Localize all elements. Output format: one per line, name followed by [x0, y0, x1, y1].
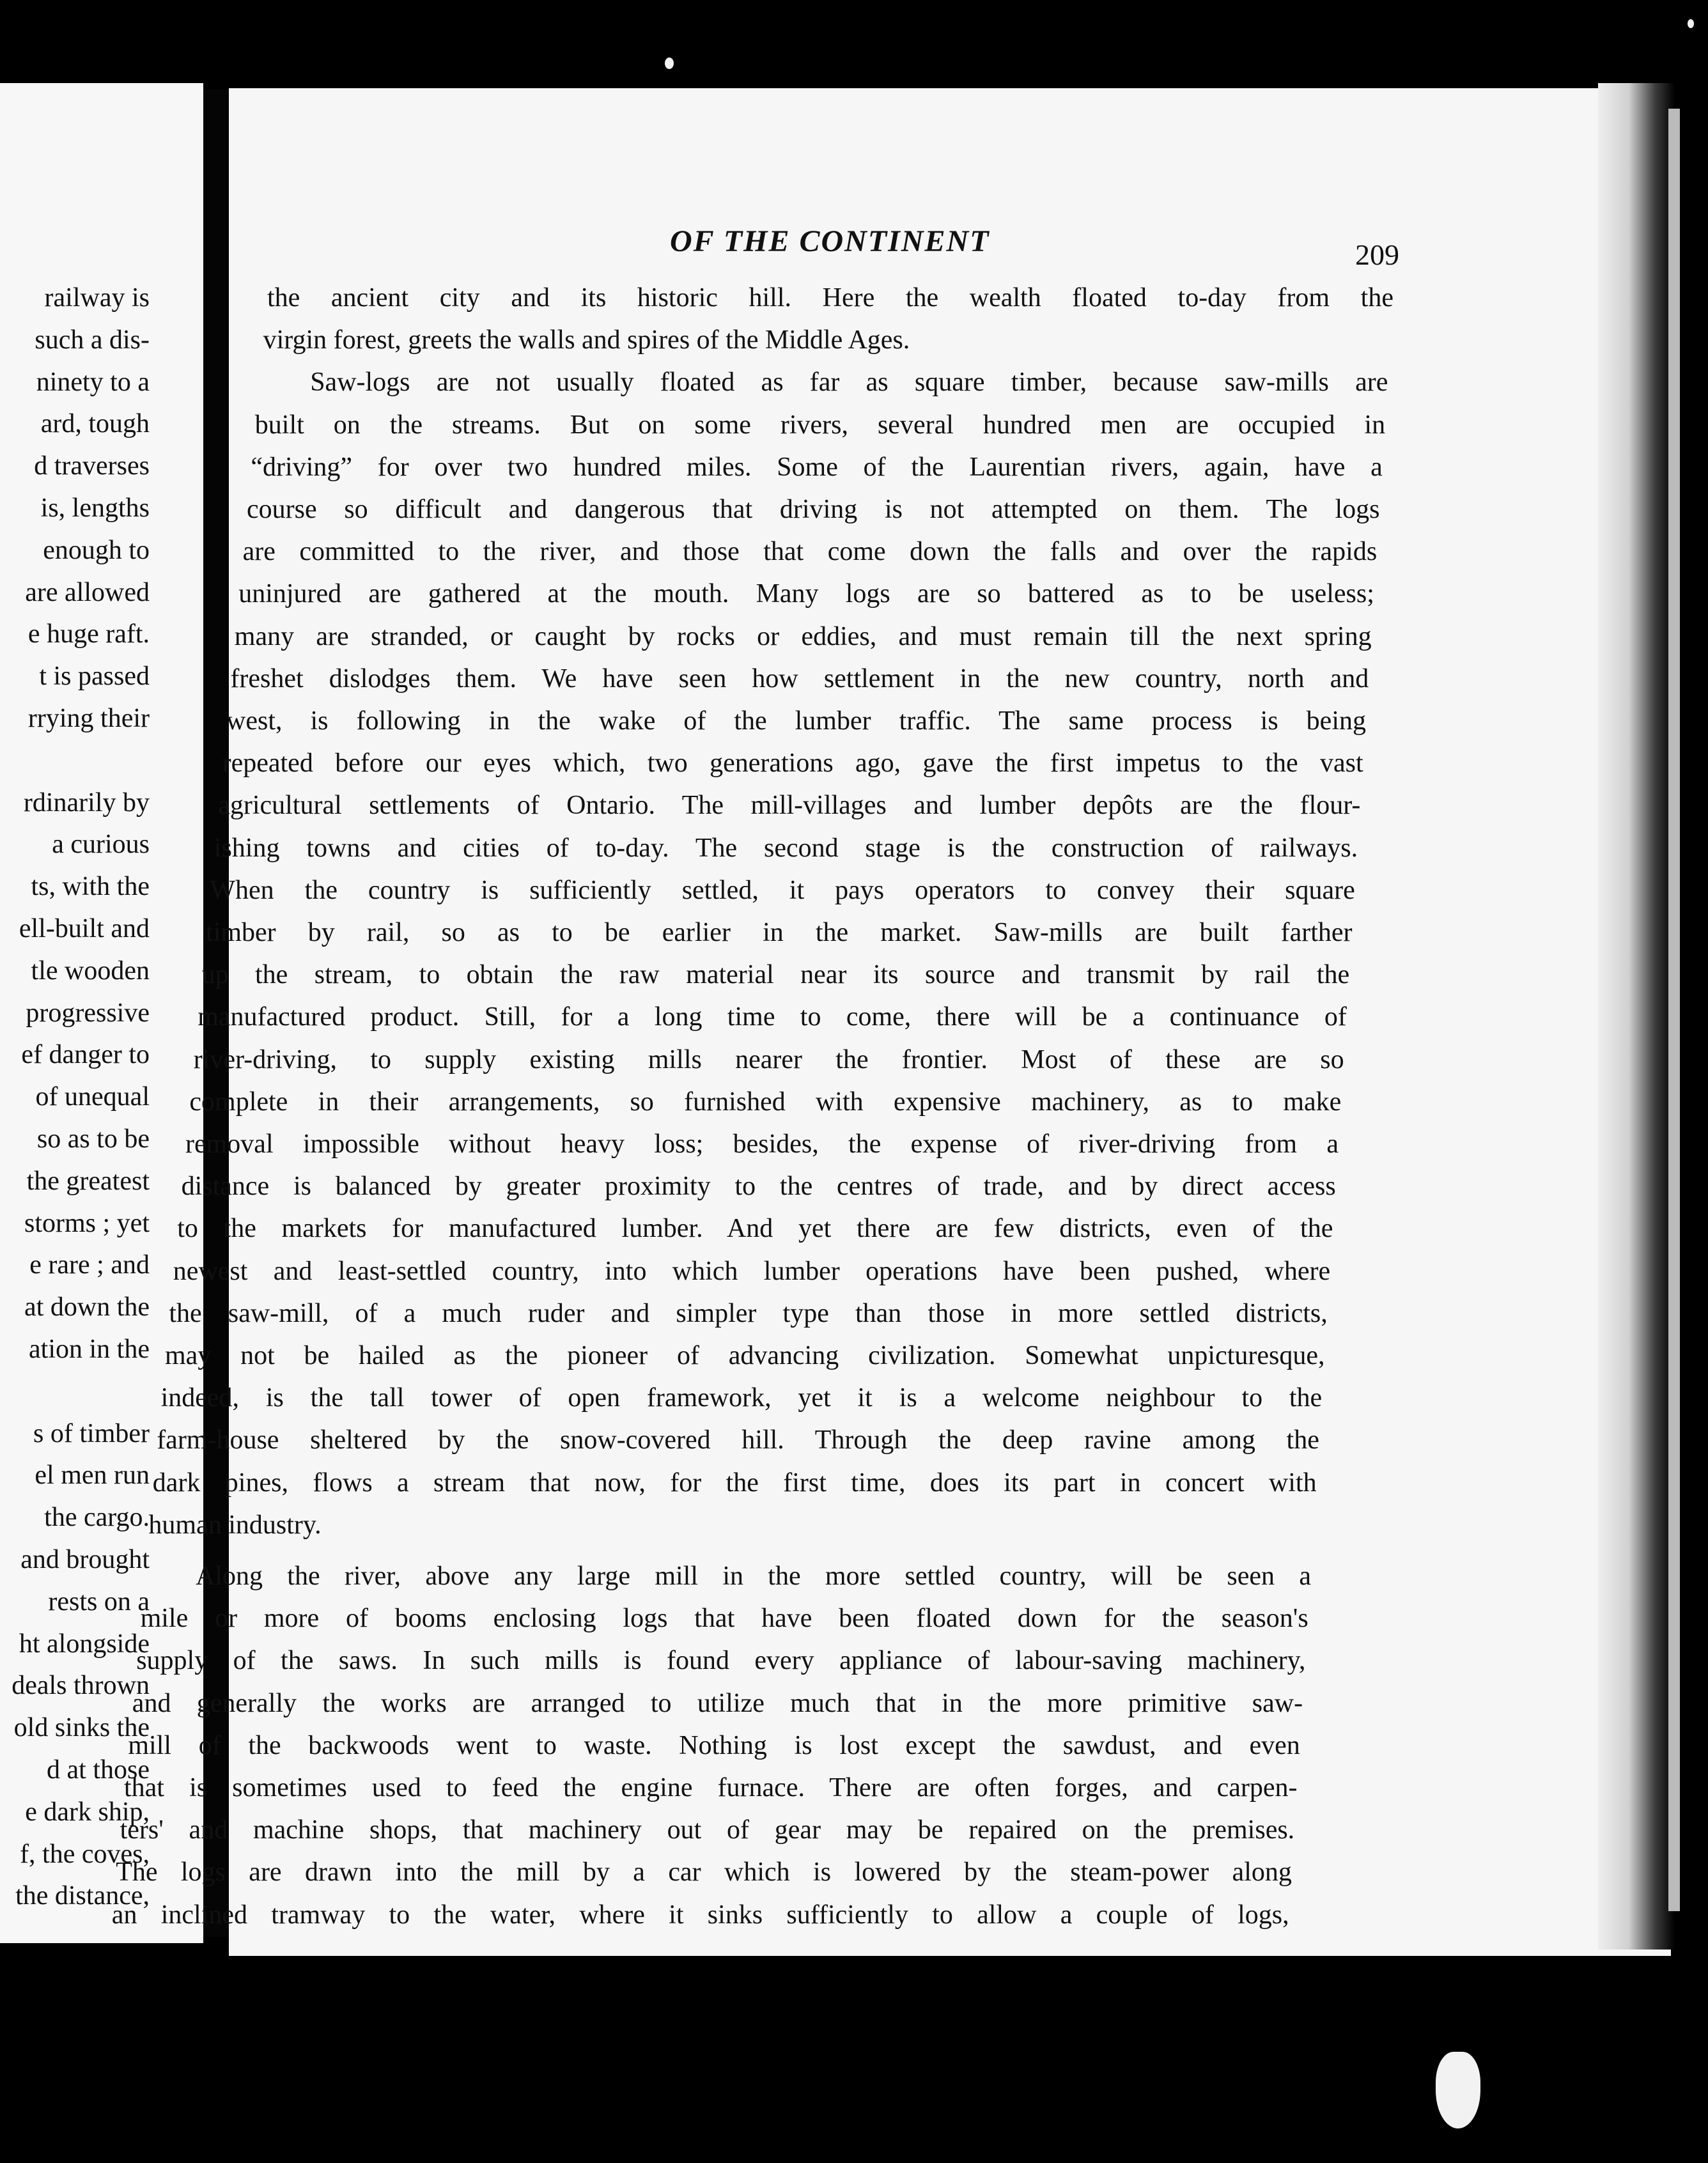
scan-speck [1436, 2052, 1480, 2128]
left-page-line: and brought [20, 1545, 150, 1574]
left-page-line: storms ; yet [24, 1208, 150, 1238]
left-page-line: the cargo. [44, 1503, 150, 1533]
body-line: mill of the backwoods went to waste. Nothing is lost except the sawdust, and even [128, 1730, 1300, 1760]
left-page-line: deals thrown [12, 1671, 150, 1701]
body-line: river-driving, to supply existing mills nearer the frontier. Most of these are so [193, 1044, 1344, 1074]
left-page-line: rests on a [48, 1586, 150, 1616]
body-line: dark pines, flows a stream that now, for the first time, does its part in concert with [152, 1468, 1317, 1498]
page-edge-strip [1668, 109, 1680, 1911]
left-page-line: at down the [24, 1292, 150, 1322]
left-page-line: ninety to a [36, 367, 150, 397]
left-page-line: old sinks the [13, 1713, 150, 1743]
body-line: many are stranded, or caught by rocks or eddies, and must remain till the next spring [234, 621, 1372, 651]
body-line: the saw-mill, of a much ruder and simpler type than those in more settled districts, [169, 1298, 1328, 1328]
left-page-line: ation in the [29, 1335, 150, 1364]
body-line: and generally the works are arranged to utilize much that in the more primitive saw- [132, 1688, 1303, 1718]
body-line: farm-house sheltered by the snow-covered hill. Through the deep ravine among the [157, 1425, 1319, 1455]
body-line: ishing towns and cities of to-day. The second stage is the construction of railways. [214, 833, 1358, 863]
body-line: indeed, is the tall tower of open framework, yet it is a welcome neighbour to the [160, 1383, 1323, 1413]
body-line: that is sometimes used to feed the engine furnace. There are often forges, and carpen- [124, 1773, 1298, 1802]
body-line: When the country is sufficiently settled, it pays operators to convey their square [210, 875, 1355, 905]
left-page-line: ell-built and [19, 914, 150, 943]
body-line: newest and least-settled country, into which lumber operations have been pushed, where [173, 1256, 1331, 1286]
body-line: distance is balanced by greater proximity to the centres of trade, and by direct access [181, 1172, 1336, 1202]
body-line: the ancient city and its historic hill. Here the wealth floated to-day from the [267, 283, 1394, 313]
page-edge-shadow [1598, 83, 1675, 1950]
left-page-line: rdinarily by [23, 787, 150, 818]
body-line: course so difficult and dangerous that driving is not attempted on them. The logs [247, 495, 1380, 524]
body-line: supply of the saws. In such mills is found every appliance of labour-saving machinery, [136, 1646, 1306, 1676]
page-number: 209 [1355, 238, 1399, 271]
left-page-line: ht alongside [19, 1629, 150, 1659]
body-line: virgin forest, greets the walls and spires of the Middle Ages. [263, 325, 910, 355]
left-page-line: such a dis- [35, 325, 150, 355]
body-line: west, is following in the wake of the lumber traffic. The same process is being [226, 706, 1366, 736]
body-line: mile or more of booms enclosing logs that have been floated down for the season's [140, 1604, 1308, 1634]
left-page-line: d traverses [34, 451, 150, 481]
running-header: OF THE CONTINENT [670, 224, 990, 258]
left-page-line: progressive [26, 998, 150, 1028]
left-page-line: a curious [52, 830, 150, 860]
body-line: built on the streams. But on some rivers, several hundred men are occupied in [254, 410, 1386, 440]
body-line: removal impossible without heavy loss; besides, the expense of river-driving from a [185, 1129, 1339, 1159]
body-line: Along the river, above any large mill in the more settled country, will be seen a [196, 1562, 1311, 1591]
body-line: Saw-logs are not usually floated as far as square timber, because saw-mills are [310, 368, 1388, 398]
left-page-line: are allowed [25, 577, 150, 607]
left-page-line: e rare ; and [29, 1250, 150, 1280]
left-page-line: el men run [35, 1461, 150, 1491]
left-page-line: t is passed [39, 662, 150, 692]
body-line: human industry. [148, 1510, 322, 1540]
left-page-line: f, the coves, [20, 1839, 150, 1869]
body-line: uninjured are gathered at the mouth. Many logs are so battered as to be useless; [238, 579, 1374, 609]
left-page-line: e huge raft. [27, 619, 150, 649]
body-line: freshet dislodges them. We have seen how settlement in the new country, north and [230, 663, 1369, 694]
body-line: an inclined tramway to the water, where it sinks sufficiently to allow a couple of logs, [111, 1900, 1289, 1930]
body-line: are committed to the river, and those that come down the falls and over the rapids [242, 537, 1378, 567]
left-page-line: tle wooden [31, 956, 150, 986]
body-line: up the stream, to obtain the raw material near its source and transmit by rail the [201, 960, 1350, 990]
body-line: agricultural settlements of Ontario. The mill-villages and lumber depôts are the flour- [218, 791, 1361, 821]
left-page-line: ts, with the [31, 872, 150, 902]
left-page-line: the distance, [15, 1881, 150, 1911]
left-page-line: the greatest [26, 1166, 150, 1196]
left-page-line: ef danger to [21, 1040, 150, 1070]
body-line: repeated before our eyes which, two generations ago, gave the first impetus to the vast [222, 748, 1363, 779]
body-line: to the markets for manufactured lumber. And yet there are few districts, even of the [177, 1214, 1333, 1244]
left-page-line: s of timber [33, 1418, 150, 1448]
left-page-line: d at those [47, 1755, 150, 1785]
left-page-line: ard, tough [40, 409, 150, 439]
body-line: timber by rail, so as to be earlier in the market. Saw-mills are built farther [206, 918, 1353, 947]
body-line: may not be hailed as the pioneer of advancing civilization. Somewhat unpicturesque, [165, 1341, 1325, 1370]
scan-speck [665, 58, 674, 69]
left-page-line: of unequal [35, 1082, 150, 1112]
left-page-line: so as to be [36, 1124, 150, 1154]
body-line: complete in their arrangements, so furnished with expensive machinery, as to make [189, 1087, 1342, 1117]
scan-speck [1688, 19, 1694, 28]
left-page-line: rrying their [27, 704, 150, 733]
left-page-line: enough to [43, 535, 150, 565]
body-line: manufactured product. Still, for a long time to come, there will be a continuance of [198, 1002, 1347, 1032]
body-line: ters' and machine shops, that machinery out of gear may be repaired on the premises. [120, 1815, 1295, 1845]
body-line: “driving” for over two hundred miles. Some of the Laurentian rivers, again, have a [251, 452, 1383, 482]
left-page-line: railway is [44, 283, 150, 313]
left-page-line: is, lengths [40, 493, 150, 523]
left-page-line: e dark ship, [25, 1797, 150, 1827]
body-line: The logs are drawn into the mill by a car which is lowered by the steam-power along [116, 1857, 1292, 1888]
